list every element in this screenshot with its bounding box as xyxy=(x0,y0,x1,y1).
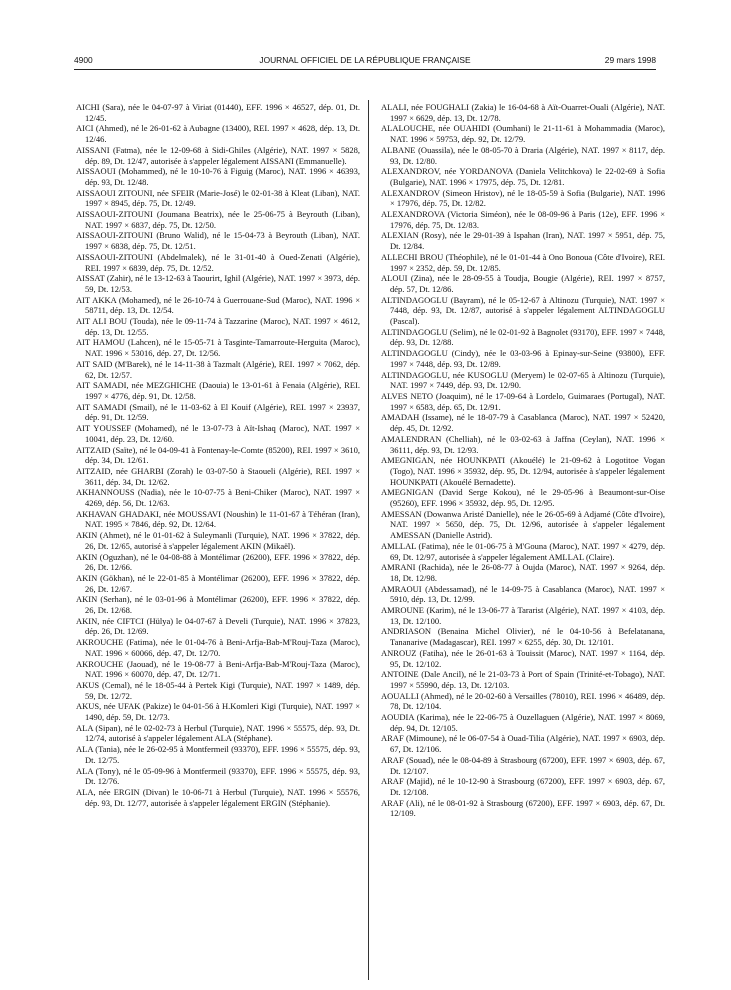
left-column xyxy=(76,102,360,808)
register-entry: AIT ALI BOU (Touda), née le 09-11-74 à Tazzarine (Maroc), NAT. 1997 × 4612, dép. 13, Dt. 12/55. xyxy=(76,316,360,337)
register-entry: AMEGNIGAN (David Serge Kokou), né le 29-05-96 à Beaumont-sur-Oise (95260), EFF. 1996 × 35932, dép. 95, Dt. 12/95. xyxy=(381,487,665,509)
register-entry: AIT SAMADI (Smail), né le 11-03-62 à El Kouif (Algérie), REI. 1997 × 23937, dép. 91, Dt. 12/59. xyxy=(76,401,360,423)
register-entry: AKIN (Gökhan), né le 22-01-85 à Montélimar (26200), EFF. 1996 × 37822, dép. 26, Dt. 12/67. xyxy=(76,572,360,594)
register-entry: ALOUI (Zina), née le 28-09-55 à Toudja, Bougie (Algérie), REI. 1997 × 8757, dép. 57, Dt. 12/86. xyxy=(381,273,665,294)
register-entry: ARAF (Majid), né le 10-12-90 à Strasbourg (67200), EFF. 1997 × 6903, dép. 67, Dt. 12/108. xyxy=(381,776,665,797)
register-entry: ALEXANDROV (Simeon Hristov), né le 18-05-59 à Sofia (Bulgarie), NAT. 1996 × 17976, dép. 75, Dt. 12/82. xyxy=(381,187,665,209)
register-entry: AKROUCHE (Jaouad), né le 19-08-77 à Beni-Arfja-Bab-M'Rouj-Taza (Maroc), NAT. 1996 × 60070, dép. 47, Dt. 12/71. xyxy=(76,658,360,680)
register-entry: ALEXIAN (Rosy), née le 29-01-39 à Ispahan (Iran), NAT. 1997 × 5951, dép. 75, Dt. 12/84. xyxy=(381,230,665,252)
register-entry: ALTINDAGOGLU (Selim), né le 02-01-92 à Bagnolet (93170), EFF. 1997 × 7448, dép. 93, Dt. 12/88. xyxy=(381,326,665,348)
register-entry: ALLECHI BROU (Théophile), né le 01-01-44 à Ono Bonoua (Côte d'Ivoire), REI. 1997 × 2352, dép. 59, Dt. 12/85. xyxy=(381,251,665,273)
register-entry: AKIN (Serhan), né le 03-01-96 à Montélimar (26200), EFF. 1996 × 37822, dép. 26, Dt. 12/68. xyxy=(76,594,360,616)
register-entry: ANDRIASON (Benaina Michel Olivier), né le 04-10-56 à Befelatanana, Tananarive (Madagascar), REI. 1997 × 6255, dép. 30, Dt. 12/101. xyxy=(381,626,665,648)
right-column xyxy=(381,102,665,819)
journal-title: JOURNAL OFFICIEL DE LA RÉPUBLIQUE FRANÇAISE xyxy=(259,55,471,65)
register-entry: AMLLAL (Fatima), née le 01-06-75 à M'Gouna (Maroc), NAT. 1997 × 4279, dép. 69, Dt. 12/97, autorisée à s'appeler légalement AMLLAL (Claire). xyxy=(381,540,665,562)
register-entry: AISSAOUI-ZITOUNI (Bruno Walid), né le 15-04-73 à Beyrouth (Liban), NAT. 1997 × 6838, dép. 75, Dt. 12/51. xyxy=(76,230,360,252)
register-entry: AIT AKKA (Mohamed), né le 26-10-74 à Guerrouane-Sud (Maroc), NAT. 1996 × 58711, dép. 13, Dt. 12/54. xyxy=(76,294,360,316)
register-entry: ALTINDAGOGLU (Cindy), née le 03-03-96 à Epinay-sur-Seine (93800), EFF. 1997 × 7448, dép. 93, Dt. 12/89. xyxy=(381,348,665,369)
register-entry: AKUS (Cemal), né le 18-05-44 à Pertek Kigi (Turquie), NAT. 1997 × 1489, dép. 59, Dt. 12/72. xyxy=(76,679,360,701)
register-entry: ALA, née ERGIN (Divan) le 10-06-71 à Herbul (Turquie), NAT. 1996 × 55576, dép. 93, Dt. 12/77, autorisée à s'appeler légalement ERGIN (Stéphanie). xyxy=(76,787,360,808)
register-entry: AISSANI (Fatma), née le 12-09-68 à Sidi-Ghiles (Algérie), NAT. 1997 × 5828, dép. 89, Dt. 12/47, autorisée à s'appeler légalement AISSANI (Emmanuelle). xyxy=(76,144,360,166)
register-entry: AMALENDRAN (Chelliah), né le 03-02-63 à Jaffna (Ceylan), NAT. 1996 × 36111, dép. 93, Dt. 12/93. xyxy=(381,433,665,455)
register-entry: AMROUNE (Karim), né le 13-06-77 à Tararist (Algérie), NAT. 1997 × 4103, dép. 13, Dt. 12/100. xyxy=(381,605,665,626)
page-number: 4900 xyxy=(74,55,93,65)
register-entry: ARAF (Ali), né le 08-01-92 à Strasbourg (67200), EFF. 1997 × 6903, dép. 67, Dt. 12/109. xyxy=(381,797,665,819)
register-entry: AMRAOUI (Abdessamad), né le 14-09-75 à Casablanca (Maroc), NAT. 1997 × 5910, dép. 13, Dt. 12/99. xyxy=(381,583,665,605)
register-entry: ALA (Sipan), né le 02-02-73 à Herbul (Turquie), NAT. 1996 × 55575, dép. 93, Dt. 12/74, autorisé à s'appeler légalement ALA (Stéphane). xyxy=(76,722,360,744)
register-entry: AKHANNOUSS (Nadia), née le 10-07-75 à Beni-Chiker (Maroc), NAT. 1997 × 4269, dép. 56, Dt. 12/63. xyxy=(76,487,360,509)
register-entry: AISSAOUI ZITOUNI, née SFEIR (Marie-José) le 02-01-38 à Kleat (Liban), NAT. 1997 × 8945, dép. 75, Dt. 12/49. xyxy=(76,187,360,209)
register-entry: ALVES NETO (Joaquim), né le 17-09-64 à Lordelo, Guimaraes (Portugal), NAT. 1997 × 6583, dép. 65, Dt. 12/91. xyxy=(381,390,665,412)
register-entry: ALALOUCHE, née OUAHIDI (Oumhani) le 21-11-61 à Mohammadia (Maroc), NAT. 1996 × 59753, dép. 92, Dt. 12/79. xyxy=(381,123,665,145)
register-entry: AIT SAID (M'Barek), né le 14-11-38 à Tazmalt (Algérie), REI. 1997 × 7062, dép. 62, Dt. 12/57. xyxy=(76,358,360,380)
register-entry: AITZAID (Saïte), né le 04-09-41 à Fontenay-le-Comte (85200), REI. 1997 × 3610, dép. 34, Dt. 12/61. xyxy=(76,444,360,466)
register-entry: ALALI, née FOUGHALI (Zakia) le 16-04-68 à Aït-Ouarret-Ouali (Algérie), NAT. 1997 × 6629, dép. 13, Dt. 12/78. xyxy=(381,102,665,123)
register-entry: AMRANI (Rachida), née le 26-08-77 à Oujda (Maroc), NAT. 1997 × 9264, dép. 18, Dt. 12/98. xyxy=(381,562,665,583)
page-header xyxy=(74,55,656,69)
register-entry: AIT YOUSSEF (Mohamed), né le 13-07-73 à Aït-Ishaq (Maroc), NAT. 1997 × 10041, dép. 23, Dt. 12/60. xyxy=(76,423,360,444)
register-entry: AKIN (Oguzhan), né le 04-08-88 à Montélimar (26200), EFF. 1996 × 37822, dép. 26, Dt. 12/66. xyxy=(76,551,360,573)
register-entry: ALA (Tania), née le 26-02-95 à Montfermeil (93370), EFF. 1996 × 55575, dép. 93, Dt. 12/75. xyxy=(76,744,360,765)
register-entry: AISSAOUI-ZITOUNI (Abdelmalek), né le 31-01-40 à Oued-Zenati (Algérie), REI. 1997 × 6839, dép. 75, Dt. 12/52. xyxy=(76,251,360,273)
register-entry: AOUALLI (Ahmed), né le 20-02-60 à Versailles (78010), REI. 1996 × 46489, dép. 78, Dt. 12/104. xyxy=(381,690,665,712)
register-entry: ANTOINE (Dale Ancil), né le 21-03-73 à Port of Spain (Trinité-et-Tobago), NAT. 1997 × 55990, dép. 13, Dt. 12/103. xyxy=(381,669,665,690)
register-entry: ARAF (Mimoune), né le 06-07-54 à Ouad-Tilia (Algérie), NAT. 1997 × 6903, dép. 67, Dt. 12/106. xyxy=(381,733,665,755)
register-entry: ALTINDAGOGLU, née KUSOGLU (Meryem) le 02-07-65 à Altinozu (Turquie), NAT. 1997 × 7449, dép. 93, Dt. 12/90. xyxy=(381,369,665,391)
register-entry: AKIN (Ahmet), né le 01-01-62 à Suleymanli (Turquie), NAT. 1996 × 37822, dép. 26, Dt. 12/65, autorisé à s'appeler légalement AKIN (Mikaël). xyxy=(76,530,360,551)
register-entry: AKROUCHE (Fatima), née le 01-04-76 à Beni-Arfja-Bab-M'Rouj-Taza (Maroc), NAT. 1996 × 60066, dép. 47, Dt. 12/70. xyxy=(76,637,360,658)
register-entry: AISSAOUI-ZITOUNI (Joumana Beatrix), née le 25-06-75 à Beyrouth (Liban), NAT. 1997 × 6837, dép. 75, Dt. 12/50. xyxy=(76,209,360,230)
register-entry: ALBANE (Ouassila), née le 08-05-70 à Draria (Algérie), NAT. 1997 × 8117, dép. 93, Dt. 12/80. xyxy=(381,144,665,166)
column-divider xyxy=(368,100,369,980)
register-entry: ALEXANDROV, née YORDANOVA (Daniela Velitchkova) le 22-02-69 à Sofia (Bulgarie), NAT. 1996 × 17975, dép. 75, Dt. 12/81. xyxy=(381,166,665,187)
register-entry: AMEGNIGAN, née HOUNKPATI (Akouélé) le 21-09-62 à Logotitoe Vogan (Togo), NAT. 1996 × 35932, dép. 95, Dt. 12/94, autorisée à s'appeler légalement HOUNKPATI (Akouélé Bernadette). xyxy=(381,455,665,487)
register-entry: AKHAVAN GHADAKI, née MOUSSAVI (Noushin) le 11-01-67 à Téhéran (Iran), NAT. 1995 × 7846, dép. 92, Dt. 12/64. xyxy=(76,508,360,530)
register-entry: AIT SAMADI, née MEZGHICHE (Daouia) le 13-01-61 à Fenaia (Algérie), REI. 1997 × 4776, dép. 91, Dt. 12/58. xyxy=(76,380,360,401)
register-entry: AITZAID, née GHARBI (Zorah) le 03-07-50 à Staoueli (Algérie), REI. 1997 × 3611, dép. 34, Dt. 12/62. xyxy=(76,465,360,487)
register-entry: AKUS, née UFAK (Pakize) le 04-01-56 à H.Komleri Kigi (Turquie), NAT. 1997 × 1490, dép. 59, Dt. 12/73. xyxy=(76,701,360,723)
register-entry: AMESSAN (Dowanwa Aristé Danielle), née le 26-05-69 à Adjamé (Côte d'Ivoire), NAT. 1997 × 5650, dép. 75, Dt. 12/96, autorisée à s'appeler légalement AMESSAN (Danielle Astrid). xyxy=(381,508,665,541)
register-entry: AMADAH (Issame), né le 18-07-79 à Casablanca (Maroc), NAT. 1997 × 52420, dép. 45, Dt. 12/92. xyxy=(381,412,665,434)
register-entry: ALTINDAGOGLU (Bayram), né le 05-12-67 à Altinozu (Turquie), NAT. 1997 × 7448, dép. 93, Dt. 12/87, autorisé à s'appeler légalement ALTINDAGOGLU (Pascal). xyxy=(381,294,665,327)
register-entry: AIT HAMOU (Lahcen), né le 15-05-71 à Tasginte-Tamarroute-Herguita (Maroc), NAT. 1996 × 53016, dép. 27, Dt. 12/56. xyxy=(76,337,360,359)
register-entry: ARAF (Souad), née le 08-04-89 à Strasbourg (67200), EFF. 1997 × 6903, dép. 67, Dt. 12/107. xyxy=(381,754,665,776)
register-entry: ALA (Tony), né le 05-09-96 à Montfermeil (93370), EFF. 1996 × 55575, dép. 93, Dt. 12/76. xyxy=(76,765,360,787)
register-entry: AOUDIA (Karima), née le 22-06-75 à Ouzellaguen (Algérie), NAT. 1997 × 8069, dép. 94, Dt. 12/105. xyxy=(381,712,665,733)
publication-date: 29 mars 1998 xyxy=(604,55,656,65)
register-entry: ANROUZ (Fatiha), née le 26-01-63 à Touissit (Maroc), NAT. 1997 × 1164, dép. 95, Dt. 12/102. xyxy=(381,647,665,669)
register-entry: AKIN, née CIFTCI (Hülya) le 04-07-67 à Develi (Turquie), NAT. 1996 × 37823, dép. 26, Dt. 12/69. xyxy=(76,615,360,637)
register-entry: AICHI (Sara), née le 04-07-97 à Viriat (01440), EFF. 1996 × 46527, dép. 01, Dt. 12/45. xyxy=(76,102,360,123)
register-entry: AICI (Ahmed), né le 26-01-62 à Aubagne (13400), REI. 1997 × 4628, dép. 13, Dt. 12/46. xyxy=(76,123,360,145)
header-rule xyxy=(74,69,656,70)
register-entry: AISSAT (Zahir), né le 13-12-63 à Taourirt, Ighil (Algérie), NAT. 1997 × 3973, dép. 59, Dt. 12/53. xyxy=(76,273,360,294)
register-entry: AISSAOUI (Mohammed), né le 10-10-76 à Figuig (Maroc), NAT. 1996 × 46393, dép. 93, Dt. 12/48. xyxy=(76,166,360,187)
register-entry: ALEXANDROVA (Victoria Siméon), née le 08-09-96 à Paris (12e), EFF. 1996 × 17976, dép. 75, Dt. 12/83. xyxy=(381,209,665,230)
